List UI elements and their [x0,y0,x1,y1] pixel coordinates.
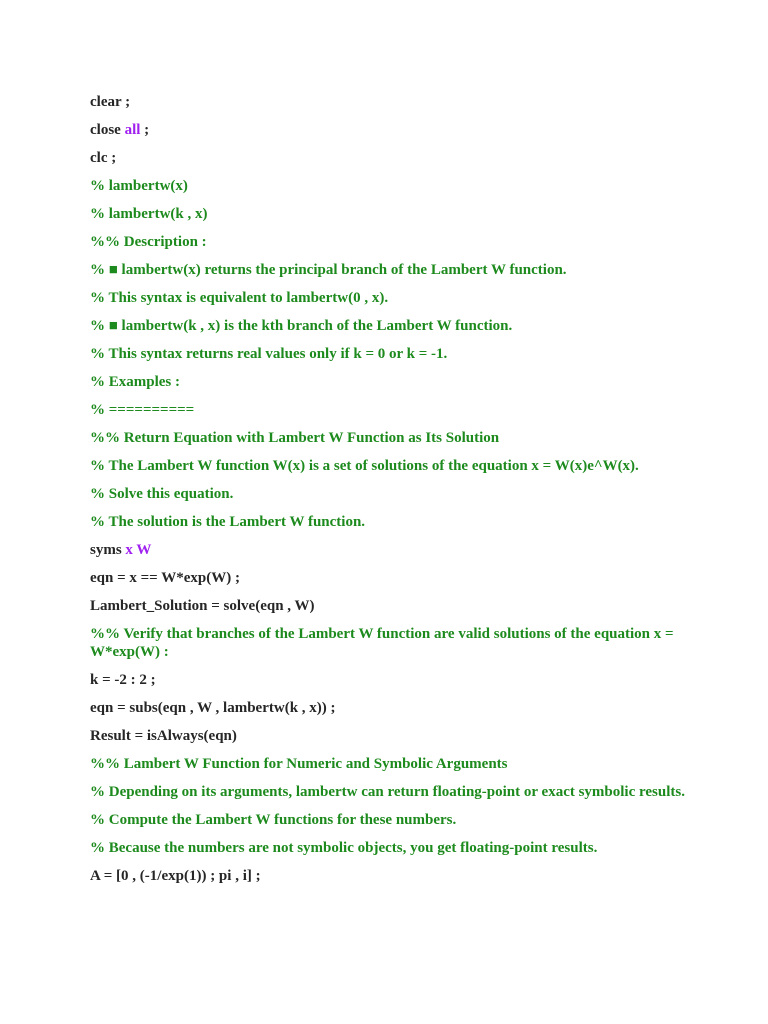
code-line [90,541,690,559]
code-text: syms [90,542,126,558]
code-line: eqn = subs(eqn , W , lambertw(k , x)) ; [90,700,336,716]
comment-line: % Solve this equation. [90,486,234,502]
comment-line: % Because the numbers are not symbolic objects, you get floating-point results. [90,840,598,856]
keyword-text: x W [125,542,152,558]
code-line: eqn = x == W*exp(W) ; [90,570,240,586]
comment-line: % lambertw(x) [90,178,188,194]
code-line: A = [0 , (-1/exp(1)) ; pi , i] ; [90,868,261,884]
comment-line: % This syntax is equivalent to lambertw(0 , x). [90,290,389,306]
comment-line: % ■ lambertw(x) returns the principal branch of the Lambert W function. [90,262,567,278]
comment-line: % Compute the Lambert W functions for these numbers. [90,812,457,828]
comment-line: % Depending on its arguments, lambertw can return floating-point or exact symbolic results. [90,784,685,800]
comment-line: %% Description : [90,234,207,250]
comment-line: % ========== [90,402,195,418]
keyword-text: all [124,122,141,138]
code-line: clc ; [90,150,117,166]
code-line: Lambert_Solution = solve(eqn , W) [90,598,315,614]
comment-line: % lambertw(k , x) [90,206,208,222]
comment-line: % This syntax returns real values only if k = 0 or k = -1. [90,346,448,362]
code-line: clear ; [90,94,131,110]
code-line: Result = isAlways(eqn) [90,728,237,744]
comment-line: %% Return Equation with Lambert W Function as Its Solution [90,430,500,446]
code-line [90,121,690,139]
comment-line: % The solution is the Lambert W function. [90,514,366,530]
code-line: k = -2 : 2 ; [90,672,156,688]
comment-line: % Examples : [90,374,180,390]
comment-line: % ■ lambertw(k , x) is the kth branch of the Lambert W function. [90,318,513,334]
comment-line: %% Verify that branches of the Lambert W function are valid solutions of the equation x = W*exp(W) : [90,626,678,660]
code-text: ; [140,122,150,138]
code-text: close [90,122,125,138]
comment-line: % The Lambert W function W(x) is a set of solutions of the equation x = W(x)e^W(x). [90,458,639,474]
code-document [90,93,690,895]
comment-line: %% Lambert W Function for Numeric and Symbolic Arguments [90,756,508,772]
